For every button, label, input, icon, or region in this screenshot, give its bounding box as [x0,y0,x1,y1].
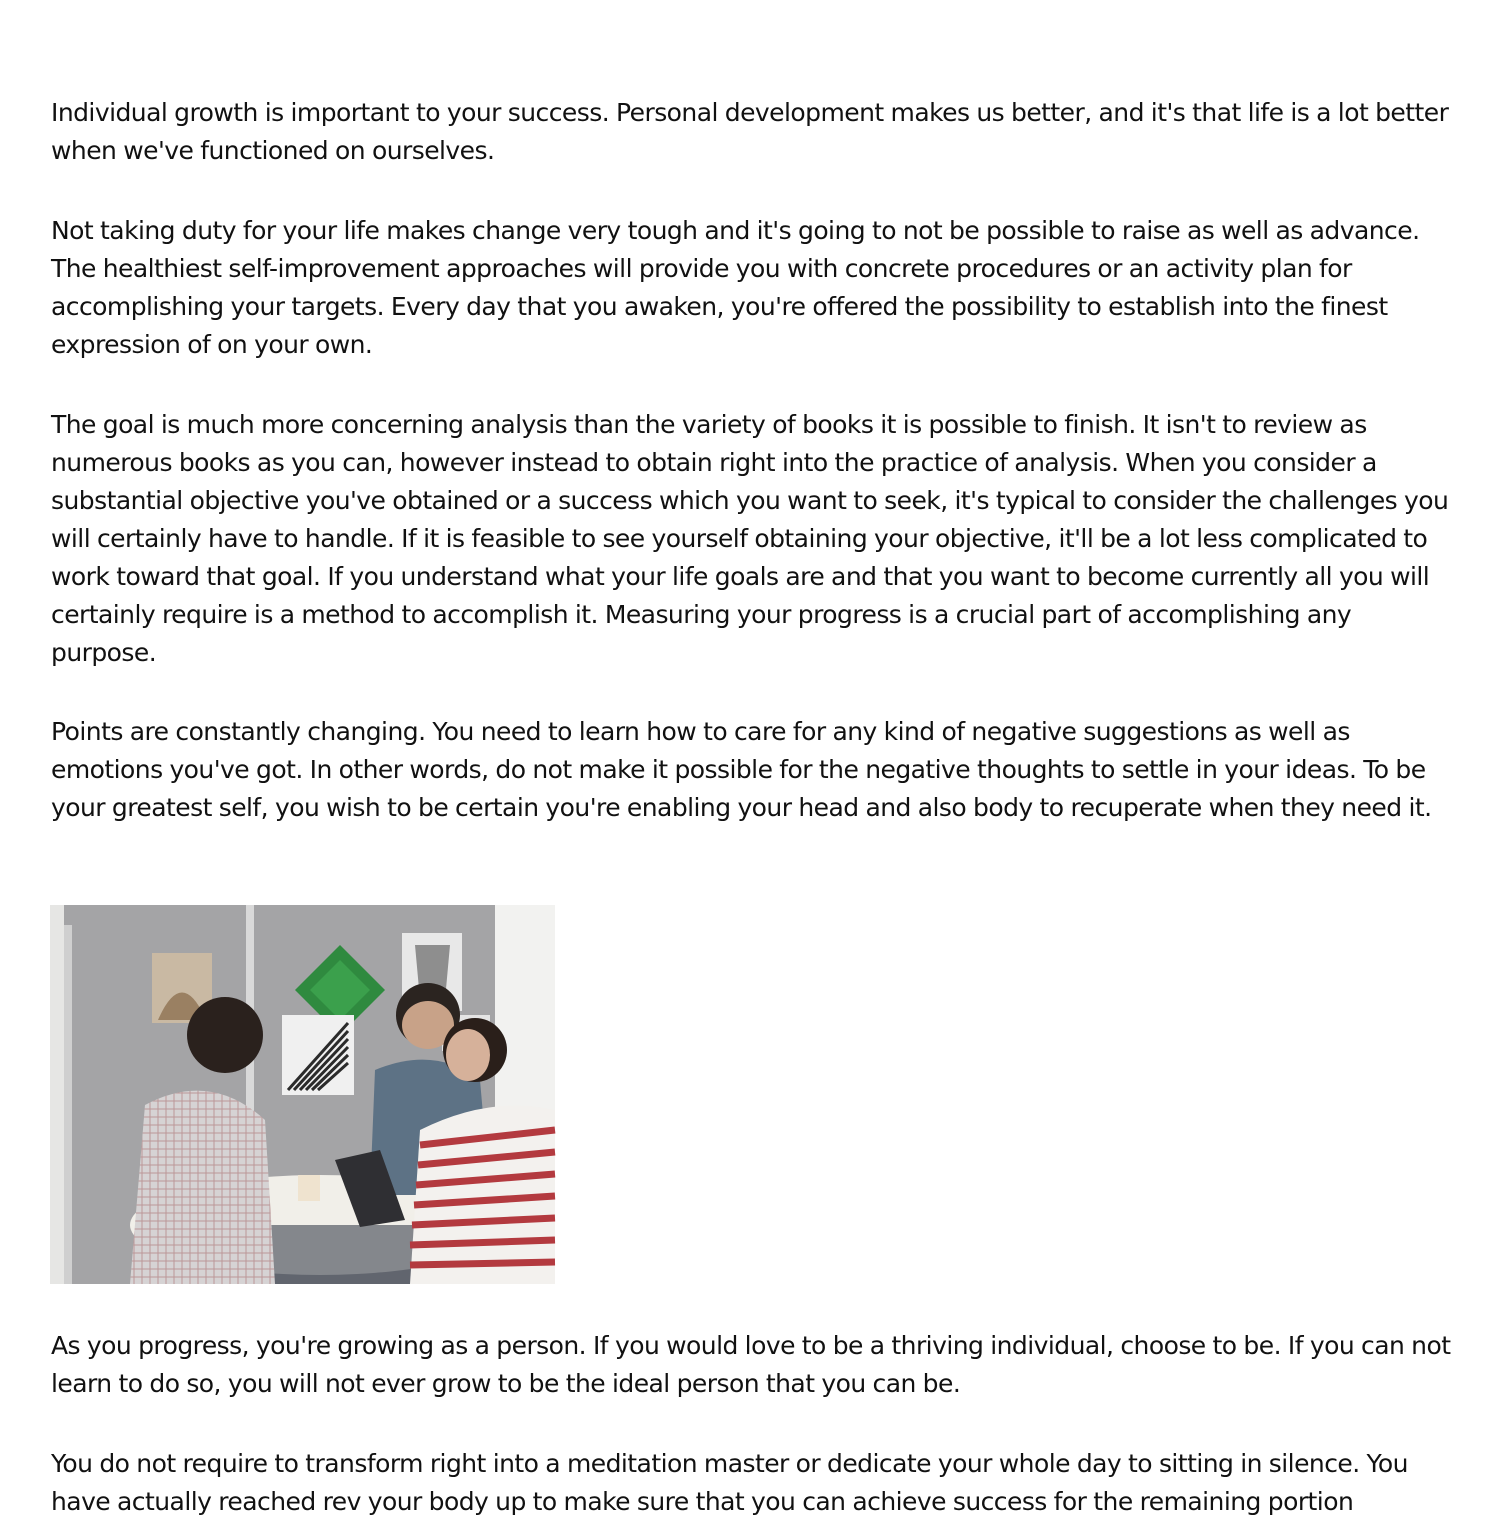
paragraph-meditation-master: You do not require to transform right into a meditation master or dedicate your whole day to sitting in silence. You have actually reached rev your body up to make sure that you can achieve success for the remaining portion [51,1449,1408,1516]
paragraph-goal-analysis: The goal is much more concerning analysis than the variety of books it is possible to finish. It isn't to review as numerous books as you can, however instead to obtain right into the practice of analysis. When you consider a substantial objective you've obtained or a success which you want to seek, it's typical to consider the challenges you will certainly have to handle. If it is feasible to see yourself obtaining your objective, it'll be a lot less complicated to work toward that goal. If you understand what your life goals are and that you want to become currently all you will certainly require is a method to accomplish it. Measuring your progress is a crucial part of accomplishing any purpose. [51,410,1449,667]
paragraph-individual-growth: Individual growth is important to your success. Personal development makes us better, and it's that life is a lot better when we've functioned on ourselves. [51,98,1449,165]
meeting-photo [50,905,555,1284]
paragraph-progress-growing: As you progress, you're growing as a person. If you would love to be a thriving individual, choose to be. If you can not learn to do so, you will not ever grow to be the ideal person that you can be. [51,1331,1451,1398]
paragraph-taking-duty: Not taking duty for your life makes change very tough and it's going to not be possible to raise as well as advance. The healthiest self-improvement approaches will provide you with concrete procedures or an activity plan for accomplishing your targets. Every day that you awaken, you're offered the possibility to establish into the finest expression of on your own. [51,216,1420,359]
paragraph-points-changing: Points are constantly changing. You need to learn how to care for any kind of negative suggestions as well as emotions you've got. In other words, do not make it possible for the negative thoughts to settle in your ideas. To be your greatest self, you wish to be certain you're enabling your head and also body to recuperate when they need it. [51,717,1432,822]
